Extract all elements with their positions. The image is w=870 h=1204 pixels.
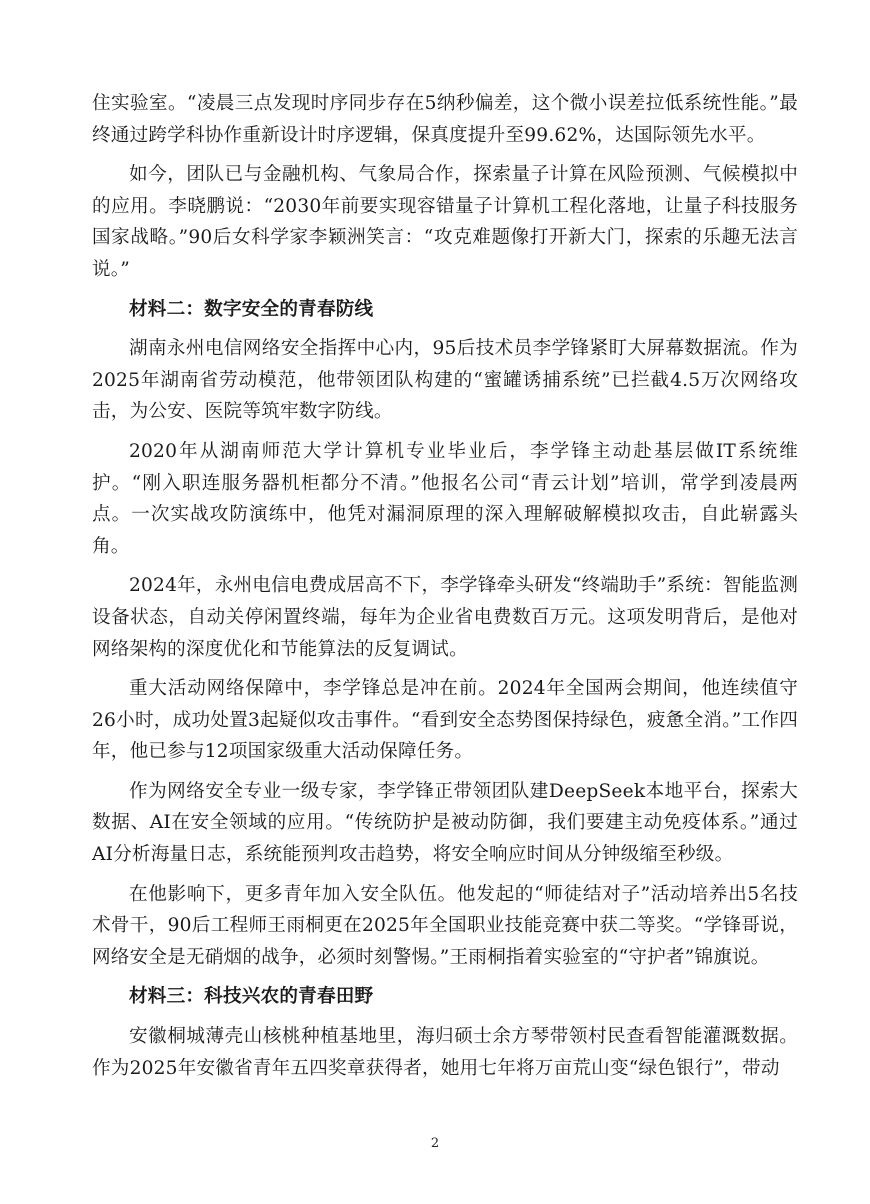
paragraph-agriculture: 安徽桐城薄壳山核桃种植基地里，海归硕士余方琴带领村民查看智能灌溉数据。作为2025年安徽省青年五四奖章获得者，她用七年将万亩荒山变“绿色银行”，带动	[92, 1026, 798, 1079]
paragraph-major-events: 重大活动网络保障中，李学锋总是冲在前。2024年全国两会期间，他连续值守26小时，成功处置3起疑似攻击事件。“看到安全态势图保持绿色，疲惫全消。”工作四年，他已参与12项国家级重大活动保障任务。	[92, 678, 798, 763]
paragraph-security-center: 湖南永州电信网络安全指挥中心内，95后技术员李学锋紧盯大屏幕数据流。作为2025年湖南省劳动模范，他带领团队构建的“蜜罐诱捕系统”已拦截4.5万次网络攻击，为公安、医院等筑牢数字防线。	[92, 338, 798, 423]
paragraph-mentorship: 在他影响下，更多青年加入安全队伍。他发起的“师徒结对子”活动培养出5名技术骨干，90后工程师王雨桐更在2025年全国职业技能竞赛中获二等奖。“学锋哥说，网络安全是无硝烟的战争，必须时刻警惕。”王雨桐指着实验室的“守护者”锦旗说。	[92, 883, 798, 968]
paragraph-career-start: 2020年从湖南师范大学计算机专业毕业后，李学锋主动赴基层做IT系统维护。“刚入职连服务器机柜都分不清。”他报名公司“青云计划”培训，常学到凌晨两点。一次实战攻防演练中，他凭对漏洞原理的深入理解破解模拟攻击，自此崭露头角。	[92, 440, 798, 557]
section-heading-material-2: 材料二：数字安全的青春防线	[129, 298, 374, 320]
paragraph-continuation: 住实验室。“凌晨三点发现时序同步存在5纳秒偏差，这个微小误差拉低系统性能。”最终通过跨学科协作重新设计时序逻辑，保真度提升至99.62%，达国际领先水平。	[92, 93, 798, 146]
document-body	[92, 88, 798, 1084]
section-heading-material-3: 材料三：科技兴农的青春田野	[129, 986, 374, 1008]
paragraph-deepseek-platform: 作为网络安全专业一级专家，李学锋正带领团队建DeepSeek本地平台，探索大数据、AI在安全领域的应用。“传统防护是被动防御，我们要建主动免疫体系。”通过AI分析海量日志，系统能预判攻击趋势，将安全响应时间从分钟级缩至秒级。	[92, 780, 798, 866]
page-number: 2	[430, 1136, 440, 1151]
paragraph-terminal-assistant: 2024年，永州电信电费成居高不下，李学锋牵头研发“终端助手”系统：智能监测设备状态，自动关停闲置终端，每年为企业省电费数百万元。这项发明背后，是他对网络架构的深度优化和节能算法的反复调试。	[92, 575, 798, 660]
paragraph-quantum-applications: 如今，团队已与金融机构、气象局合作，探索量子计算在风险预测、气候模拟中的应用。李晓鹏说：“2030年前要实现容错量子计算机工程化落地，让量子科技服务国家战略。”90后女科学家李颖洲笑言：“攻克难题像打开新大门，探索的乐趣无法言说。”	[92, 164, 798, 280]
